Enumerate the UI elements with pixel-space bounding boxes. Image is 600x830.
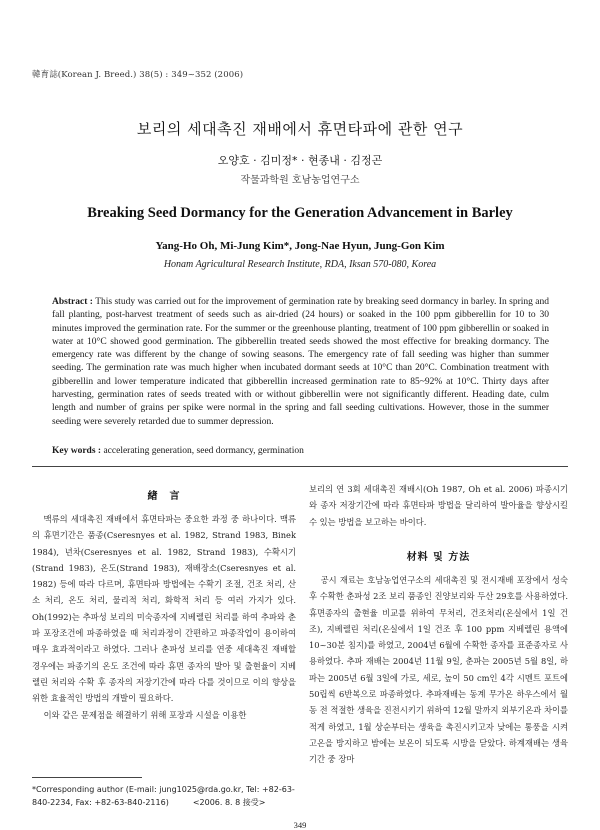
intro-paragraph: 맥류의 세대촉진 재배에서 휴면타파는 중요한 과정 중 하나이다. 맥류의 휴면기간은 품종(Cseresnyes et al. 1982, Strand 1983, Binek 1984), 년차(Cseresnyes et al. 1982, Strand 1983), 수확시기(Strand 1983), 온도(Strand 1983), 재배장소(Cseresnyes et al. 1982) 등에 따라 다르며, 휴면타파 방법에는 수확기 조절, 건조 처리, 산소 처리, 온도 처리, 물리적 처리, 화학적 처리 등 여러 가지가 있다. Oh(1992)는 추파성 보리의 미숙종자에 지베렐린 처리를 하여 추파와 춘파 포장조건에 파종하였을 때 처리과정이 간편하고 파종작업이 용이하여 매우 효과적이라고 하였다. 그러나 춘파성 보리를 연중 세대촉진 재배할 경우에는 파종기의 온도 조건에 따라 휴면 종자의 발아 및 출현율이 지베렐린 처리와 수확 후 종자의 저장기간에 따라 다를 것이므로 이의 향상을 위한 효율적인 방법의 개발이 필요하다. <box>32 514 296 704</box>
title-korean: 보리의 세대촉진 재배에서 휴면타파에 관한 연구 <box>136 120 464 138</box>
abstract-label: Abstract : <box>52 297 93 307</box>
title-english: Breaking Seed Dormancy for the Generation Advancement in Barley <box>87 205 513 221</box>
page-number: 349 <box>293 820 307 830</box>
intro-paragraph: 이와 같은 문제점을 해결하기 위해 포장과 시설을 이용한 <box>43 709 247 720</box>
keywords-label: Key words : <box>52 446 102 456</box>
methods-paragraph: 공시 재료는 호남농업연구소의 세대촉진 및 전시재배 포장에서 성숙 후 수확한 춘파성 2조 보리 품종인 진양보리와 두산 29호를 사용하였다. 휴면종자의 출현율 비교를 위하여 무처리, 건조처리(온실에서 1일 건조), 지베렐린 처리(온실에서 1일 건조 후 100 ppm 지베렐린 용액에 10~30분 침지)를 하였고, 2004년 6월에 수확한 종자를 표준종자로 사용하였다. 추파 재배는 2004년 11월 9일, 춘파는 2005년 5월 8일, 하파는 2005년 6월 3일에 가로, 세로, 높이 50 cm인 4각 시멘트 포트에 50립씩 6반복으로 파종하였다. 추파재배는 동계 무가온 하우스에서 월동 전 적절한 생육을 진전시키기 위하여 12월 말까지 외부기온과 차이를 적게 하였고, 1월 상순부터는 생육을 촉진시키고자 낮에는 통풍을 시켜 고온을 방지하고 밤에는 보온이 되도록 시방을 닫았다. 하계재배는 생육기간 중 장마 <box>309 575 568 765</box>
journal-citation: 韓育誌(Korean J. Breed.) 38(5) : 349~352 (2006) <box>32 70 244 80</box>
keywords <box>52 446 549 456</box>
right-column-intro <box>309 481 568 530</box>
divider <box>32 466 568 467</box>
section-heading-introduction: 緖 言 <box>147 491 181 502</box>
abstract-text: This study was carried out for the improvement of germination rate by breaking seed dormancy in barley. In spring and fall planting, post-harvest treatment of seeds such as air-dried (24 hours) or soaked in the 100 ppm gibberellin for 10 to 30 minutes improved the germination rate. For the summer or the greenhouse planting, treatment of 100 ppm gibberellin or soaked in water at 10°C showed good germination. The gibberellin treated seeds showed the most effective for breaking dormancy. The emergency rate was different by the change of sowing seasons. The emergency rate of fall seeding was higher than summer seeding. The germination rate was much higher when incubated dormant seeds at 10°C than 20°C. Combination treatment with gibberellin and lower temperature indicated that gibberellin increased germination rate to 85~92% at 10°C. Thirty days after harvesting, germination rates of seeds treated with or without gibberellin were not significantly different. Heading date, culm length and number of grains per spike were normal in the spring and fall seeding cultivations. However, those in the summer seeding were severely retarded due to summer depression. <box>52 297 550 427</box>
left-column-body <box>32 511 296 723</box>
corresponding-author-footnote: *Corresponding author (E-mail: jung1025@rda.go.kr, Tel: +82-63-840-2234, Fax: +82-63-840-2116) <2006. 8. 8 接受> <box>32 785 295 807</box>
section-heading-methods: 材料 및 方法 <box>406 552 471 563</box>
authors-korean: 오양호 · 김미정* · 현종내 · 김정곤 <box>217 154 383 167</box>
footnote-rule <box>32 777 142 778</box>
right-column-methods <box>309 572 568 768</box>
authors-english: Yang-Ho Oh, Mi-Jung Kim*, Jong-Nae Hyun, Jung-Gon Kim <box>155 240 445 252</box>
intro-continuation: 보리의 연 3회 세대촉진 재배시(Oh 1987, Oh et al. 2006) 파종시기와 종자 저장기간에 따라 휴면타파 방법을 달리하여 발아율을 향상시킬 수 있는 방법을 보고하는 바이다. <box>309 484 568 527</box>
keywords-text: accelerating generation, seed dormancy, germination <box>103 446 304 456</box>
affiliation-korean: 작물과학원 호남농업연구소 <box>240 175 360 186</box>
affiliation-english: Honam Agricultural Research Institute, RDA, Iksan 570-080, Korea <box>163 259 437 270</box>
abstract <box>52 296 549 429</box>
